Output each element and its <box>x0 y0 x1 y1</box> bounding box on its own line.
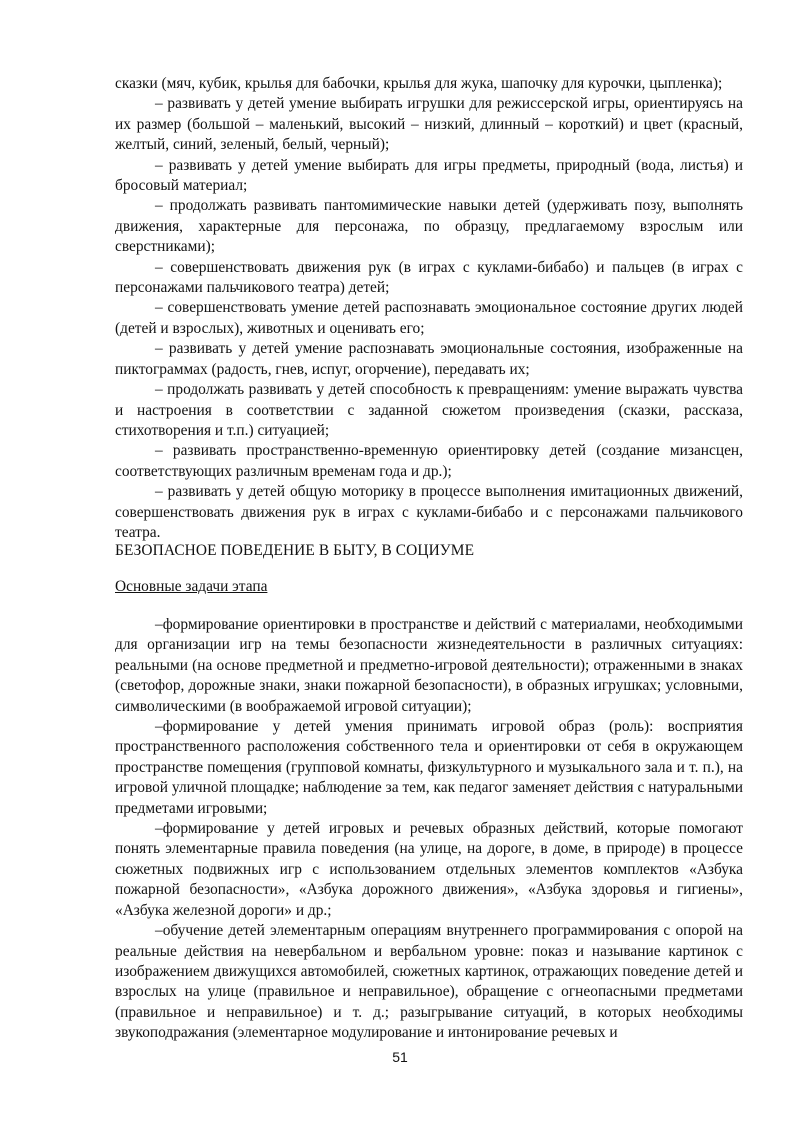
paragraph: – развивать у детей умение выбирать игрушки для режиссерской игры, ориентируясь на их размер (большой – маленький, высокий – низкий, длинный – короткий) и цвет (красный, желтый, синий, зеленый, белый, черный); <box>115 95 743 154</box>
paragraph: – продолжать развивать пантомимические навыки детей (удерживать позу, выполнять движения, характерные для персонажа, по образцу, предлагаемому взрослым или сверстниками); <box>115 197 743 256</box>
page-number: 51 <box>392 1049 408 1065</box>
paragraph: – развивать у детей умение выбирать для игры предметы, природный (вода, листья) и бросовый материал; <box>115 156 743 195</box>
paragraph: – развивать у детей умение распознавать эмоциональные состояния, изображенные на пиктограммах (радость, гнев, испуг, огорчение), передавать их; <box>115 340 743 378</box>
body-text-bottom <box>115 615 743 1044</box>
paragraph: –формирование у детей умения принимать игровой образ (роль): восприятия пространственного расположения собственного тела и ориентировки от себя в окружающем пространстве помещения (групповой комнаты, физкультурного и музыкального зала и т. п.), на игровой уличной площадке; наблюдение за тем, как педагог заменяет действия с натуральными предметами игровыми; <box>115 718 743 817</box>
section-heading: БЕЗОПАСНОЕ ПОВЕДЕНИЕ В БЫТУ, В СОЦИУМЕ <box>115 542 475 559</box>
paragraph: –формирование ориентировки в пространстве и действий с материалами, необходимыми для организации игр на темы безопасности жизнедеятельности в различных ситуациях: реальными (на основе предметной и предметно-игровой деятельности); отраженными в знаках (светофор, дорожные знаки, знаки пожарной безопасности), в образных игрушках; условными, символическими (в воображаемой игровой ситуации); <box>115 616 743 715</box>
paragraph: – совершенствовать движения рук (в играх с куклами-бибабо) и пальцев (в играх с персонажами пальчикового театра) детей; <box>115 258 743 297</box>
body-text-top <box>115 74 743 543</box>
paragraph: – совершенствовать умение детей распознавать эмоциональное состояние других людей (детей и взрослых), животных и оценивать его; <box>115 299 743 337</box>
paragraph: – продолжать развивать у детей способность к превращениям: умение выражать чувства и настроения в соответствии с заданной сюжетом произведения (сказки, рассказа, стихотворения и т.п.) ситуацией; <box>115 381 743 439</box>
paragraph: –формирование у детей игровых и речевых образных действий, которые помогают понять элементарные правила поведения (на улице, на дороге, в доме, в природе) в процессе сюжетных подвижных игр с использованием отдельных элементов комплектов «Азбука пожарной безопасности», «Азбука дорожного движения», «Азбука здоровья и гигиены», «Азбука железной дороги» и др.; <box>115 820 743 919</box>
paragraph: –обучение детей элементарным операциям внутреннего программирования с опорой на реальные действия на невербальном и вербальном уровне: показ и называние картинок с изображением движущихся автомобилей, сюжетных картинок, отражающих поведение детей и взрослых на улице (правильное и неправильное), обращение с огнеопасными предметами (правильное и неправильное) и т. д.; разыгрывание ситуаций, в которых необходимы звукоподражания (элементарное модулирование и интонирование речевых и <box>115 922 743 1042</box>
paragraph: сказки (мяч, кубик, крылья для бабочки, крылья для жука, шапочку для курочки, цыпленка); <box>115 75 723 92</box>
paragraph: – развивать у детей общую моторику в процессе выполнения имитационных движений, совершенствовать движения рук в играх с куклами-бибабо и с персонажами пальчикового театра. <box>115 483 743 541</box>
paragraph: – развивать пространственно-временную ориентировку детей (создание мизансцен, соответствующих различным временам года и др.); <box>115 442 743 480</box>
subheading: Основные задачи этапа <box>115 578 268 595</box>
